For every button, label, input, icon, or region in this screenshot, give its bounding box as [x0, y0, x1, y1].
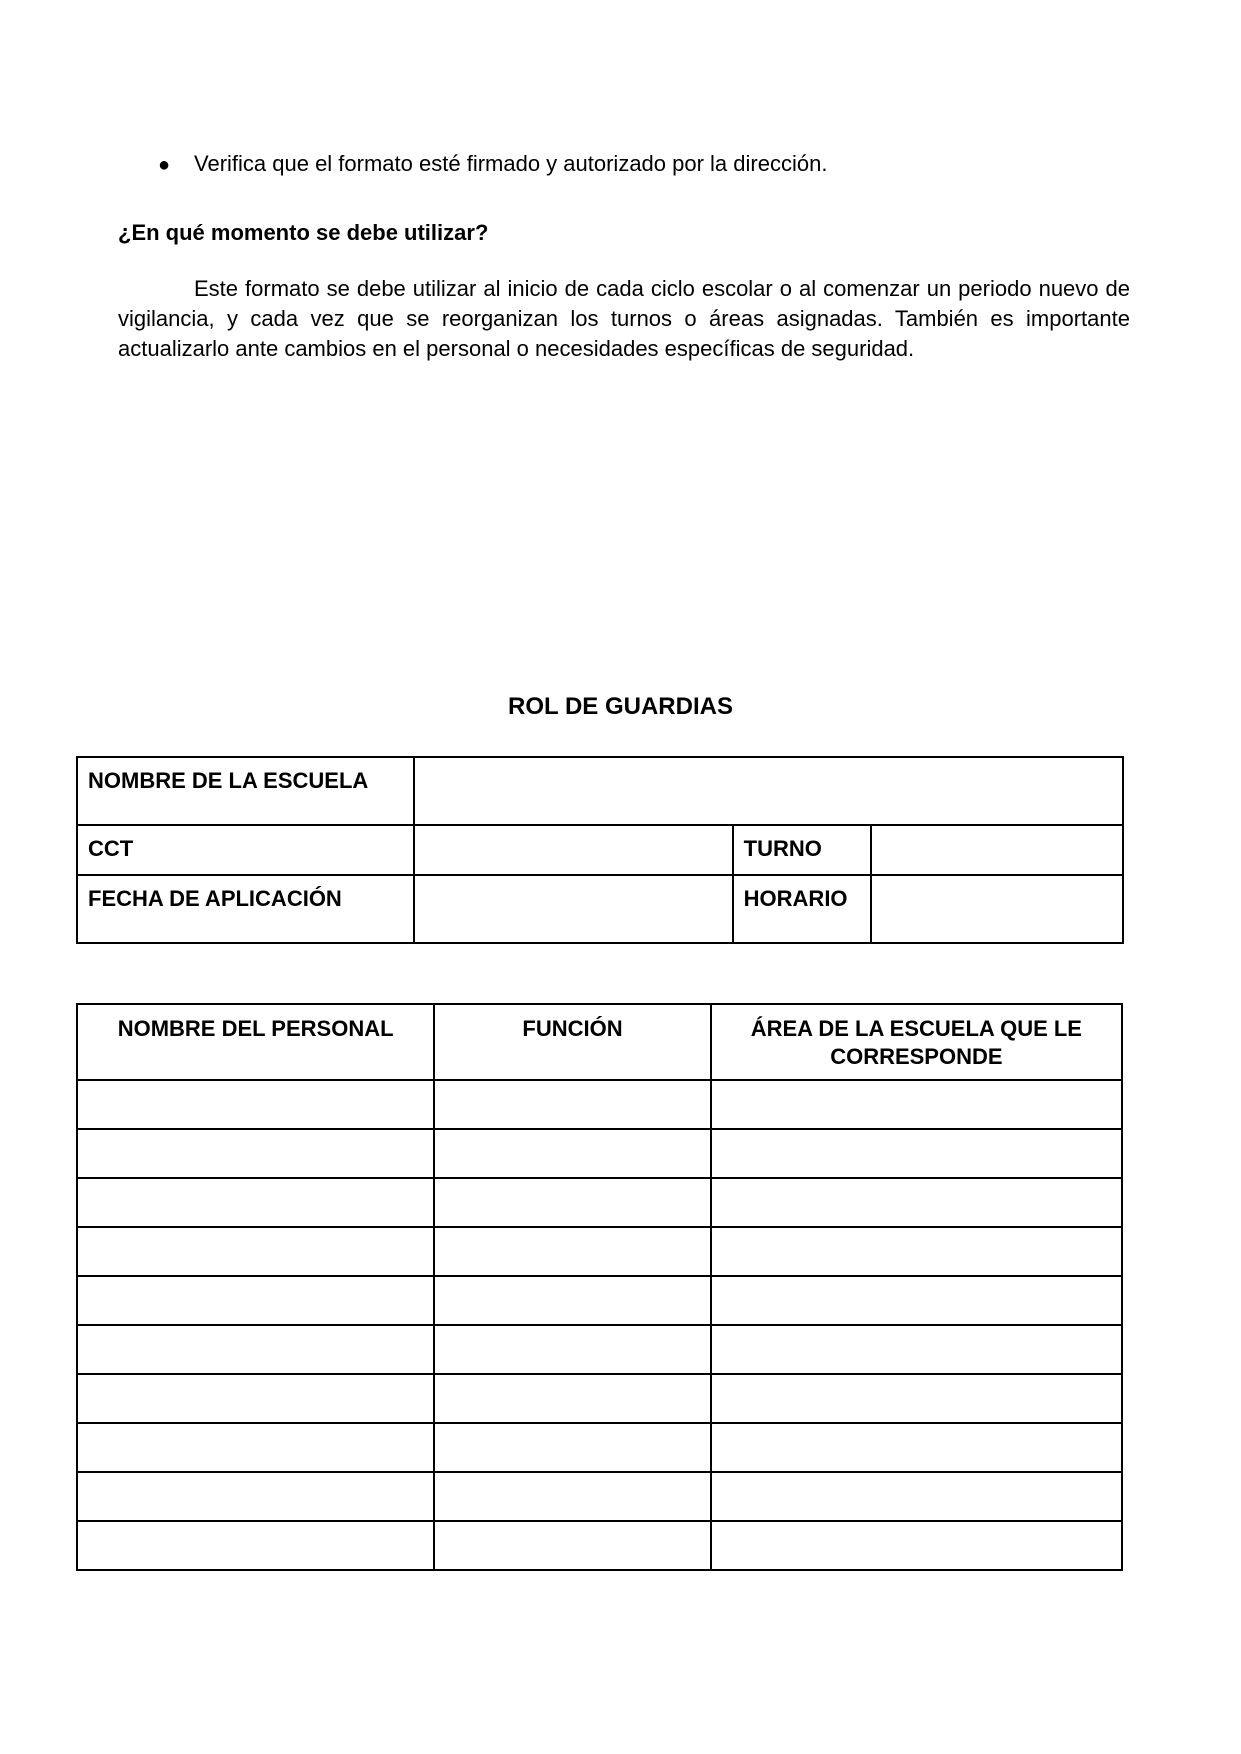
- staff-area-cell[interactable]: [711, 1080, 1122, 1129]
- cct-field[interactable]: [414, 825, 733, 875]
- horario-label: HORARIO: [733, 875, 871, 943]
- section-paragraph: Este formato se debe utilizar al inicio de cada ciclo escolar o al comenzar un periodo nuevo de vigilancia, y cada vez que se reorganizan los turnos o áreas asignadas. También es importante actualizarlo ante cambios en el personal o necesidades específicas de seguridad.: [118, 276, 1130, 361]
- column-header-funcion: FUNCIÓN: [434, 1004, 710, 1080]
- staff-area-cell[interactable]: [711, 1129, 1122, 1178]
- table-row: [77, 1080, 1122, 1129]
- table-row: [77, 1472, 1122, 1521]
- table-row: [77, 1423, 1122, 1472]
- table-row: [77, 1276, 1122, 1325]
- staff-function-cell[interactable]: [434, 1178, 710, 1227]
- table-row: [77, 1374, 1122, 1423]
- staff-area-cell[interactable]: [711, 1521, 1122, 1570]
- staff-name-cell[interactable]: [77, 1325, 434, 1374]
- turno-field[interactable]: [871, 825, 1123, 875]
- horario-field[interactable]: [871, 875, 1123, 943]
- staff-function-cell[interactable]: [434, 1276, 710, 1325]
- fecha-field[interactable]: [414, 875, 733, 943]
- staff-name-cell[interactable]: [77, 1178, 434, 1227]
- cct-label: CCT: [77, 825, 414, 875]
- school-name-label: NOMBRE DE LA ESCUELA: [77, 757, 414, 825]
- school-name-field[interactable]: [414, 757, 1124, 825]
- staff-function-cell[interactable]: [434, 1227, 710, 1276]
- staff-name-cell[interactable]: [77, 1423, 434, 1472]
- fecha-row: [77, 875, 1123, 943]
- staff-name-cell[interactable]: [77, 1374, 434, 1423]
- section-heading: ¿En qué momento se debe utilizar?: [118, 220, 489, 245]
- staff-table: [76, 1003, 1123, 1571]
- table-row: [77, 1521, 1122, 1570]
- table-row: [77, 1178, 1122, 1227]
- table-row: [77, 1325, 1122, 1374]
- staff-function-cell[interactable]: [434, 1325, 710, 1374]
- staff-area-cell[interactable]: [711, 1423, 1122, 1472]
- table-row: [77, 1227, 1122, 1276]
- staff-name-cell[interactable]: [77, 1080, 434, 1129]
- staff-area-cell[interactable]: [711, 1325, 1122, 1374]
- turno-label: TURNO: [733, 825, 871, 875]
- staff-area-cell[interactable]: [711, 1276, 1122, 1325]
- staff-area-cell[interactable]: [711, 1472, 1122, 1521]
- column-header-area: ÁREA DE LA ESCUELA QUE LE CORRESPONDE: [711, 1004, 1122, 1080]
- staff-header-row: [77, 1004, 1122, 1080]
- staff-function-cell[interactable]: [434, 1521, 710, 1570]
- staff-function-cell[interactable]: [434, 1423, 710, 1472]
- bullet-text: Verifica que el formato esté firmado y autorizado por la dirección.: [194, 151, 828, 176]
- bullet-icon: ●: [158, 154, 171, 176]
- staff-function-cell[interactable]: [434, 1080, 710, 1129]
- fecha-label: FECHA DE APLICACIÓN: [77, 875, 414, 943]
- staff-function-cell[interactable]: [434, 1129, 710, 1178]
- staff-name-cell[interactable]: [77, 1227, 434, 1276]
- staff-function-cell[interactable]: [434, 1374, 710, 1423]
- column-header-nombre: NOMBRE DEL PERSONAL: [77, 1004, 434, 1080]
- staff-area-cell[interactable]: [711, 1227, 1122, 1276]
- table-row: [77, 1129, 1122, 1178]
- school-info-table: [76, 756, 1124, 944]
- staff-name-cell[interactable]: [77, 1129, 434, 1178]
- staff-area-cell[interactable]: [711, 1178, 1122, 1227]
- staff-name-cell[interactable]: [77, 1276, 434, 1325]
- staff-function-cell[interactable]: [434, 1472, 710, 1521]
- school-name-row: [77, 757, 1123, 825]
- staff-name-cell[interactable]: [77, 1472, 434, 1521]
- form-title: ROL DE GUARDIAS: [508, 693, 733, 720]
- staff-area-cell[interactable]: [711, 1374, 1122, 1423]
- staff-name-cell[interactable]: [77, 1521, 434, 1570]
- cct-row: [77, 825, 1123, 875]
- bullet-item: [158, 150, 827, 179]
